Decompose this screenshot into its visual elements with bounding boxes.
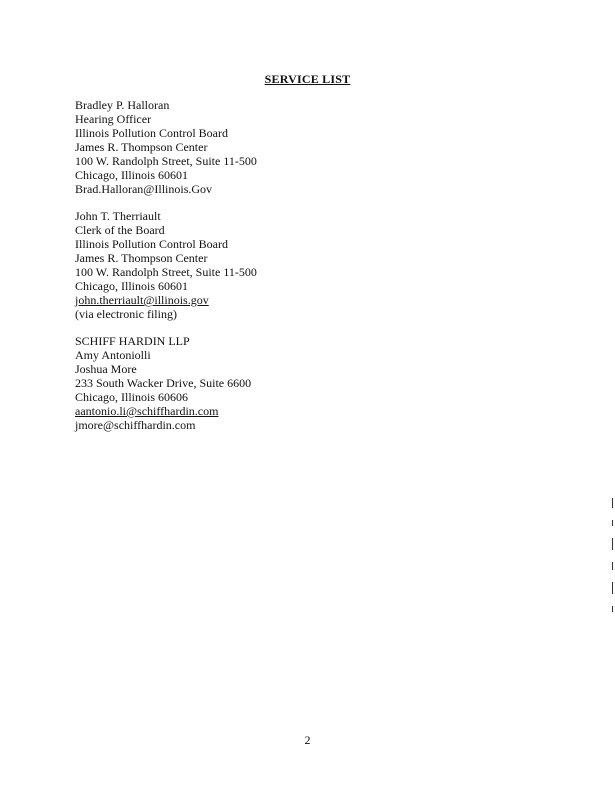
address-line: SCHIFF HARDIN LLP [75,334,190,348]
document-title: SERVICE LIST [264,72,351,86]
address-line: John T. Therriault [75,209,161,223]
scan-edge-mark [612,562,613,570]
address-line: 100 W. Randolph Street, Suite 11-500 [75,154,257,168]
address-line: 233 South Wacker Drive, Suite 6600 [75,376,252,390]
address-line: Illinois Pollution Control Board [75,126,229,140]
address-line: (via electronic filing) [75,307,177,321]
address-line: Joshua More [75,362,137,376]
service-entry [75,98,495,196]
address-line: James R. Thompson Center [75,251,208,265]
address-line: Clerk of the Board [75,223,165,237]
scan-edge-mark [612,582,613,594]
email-link[interactable]: john.therriault@illinois.gov [75,293,209,307]
page-number: 2 [304,733,311,747]
address-line: Chicago, Illinois 60601 [75,279,188,293]
service-entry [75,209,495,321]
address-line: Chicago, Illinois 60601 [75,168,188,182]
address-line: Amy Antoniolli [75,348,151,362]
address-line: Bradley P. Halloran [75,98,170,112]
scan-edge-mark [612,520,613,526]
address-line: Hearing Officer [75,112,152,126]
address-line: Brad.Halloran@Illinois.Gov [75,182,213,196]
scan-edge-mark [612,538,613,550]
scan-edge-mark [612,498,613,508]
service-list [75,98,495,445]
address-line: Chicago, Illinois 60606 [75,390,188,404]
address-line: Illinois Pollution Control Board [75,237,229,251]
email-link[interactable]: aantonio.li@schiffhardin.com [75,404,219,418]
address-line: James R. Thompson Center [75,140,208,154]
address-line: jmore@schiffhardin.com [75,418,196,432]
scan-edge-mark [612,606,613,612]
address-line: 100 W. Randolph Street, Suite 11-500 [75,265,257,279]
service-entry [75,334,495,432]
